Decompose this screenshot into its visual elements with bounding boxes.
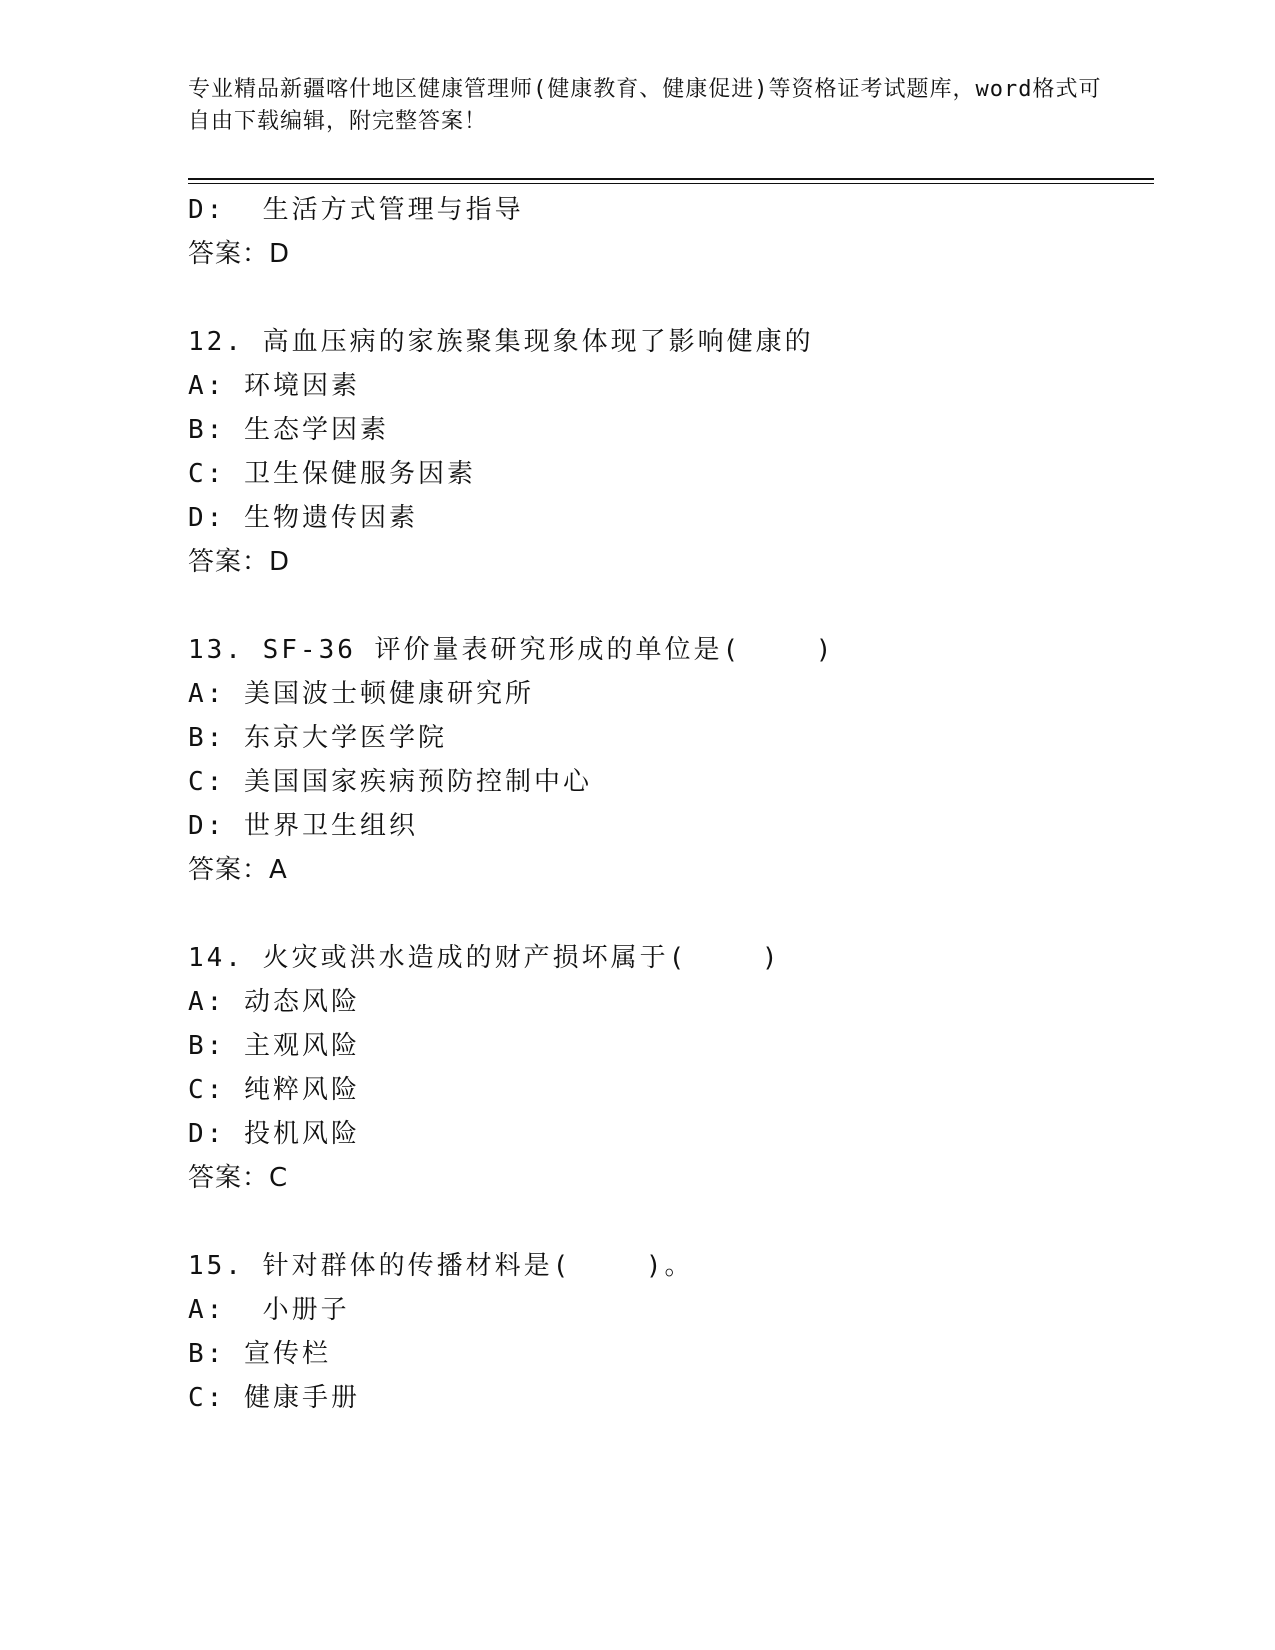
question-line: 15. 针对群体的传播材料是( )。: [188, 1251, 694, 1281]
header-divider-thick: [188, 178, 1154, 180]
question-line: 12. 高血压病的家族聚集现象体现了影响健康的: [188, 327, 814, 357]
answer-line: 答案：A: [188, 855, 288, 885]
option-line: C: 健康手册: [188, 1383, 360, 1413]
answer-line: 答案：D: [188, 239, 291, 269]
option-line: D: 世界卫生组织: [188, 811, 418, 841]
answer-line: 答案：D: [188, 547, 291, 577]
option-line: B: 宣传栏: [188, 1339, 331, 1369]
option-line: A: 小册子: [188, 1295, 350, 1325]
option-line: D: 生物遗传因素: [188, 503, 418, 533]
option-line: B: 主观风险: [188, 1031, 360, 1061]
option-line: A: 美国波士顿健康研究所: [188, 679, 534, 709]
option-line: A: 动态风险: [188, 987, 360, 1017]
answer-line: 答案：C: [188, 1163, 289, 1193]
option-line: B: 生态学因素: [188, 415, 389, 445]
option-line: D: 投机风险: [188, 1119, 360, 1149]
header-divider-thin: [188, 183, 1154, 184]
option-line: A: 环境因素: [188, 371, 360, 401]
question-line: 13. SF-36 评价量表研究形成的单位是( ): [188, 635, 835, 665]
option-line: D: 生活方式管理与指导: [188, 195, 524, 225]
option-line: C: 美国国家疾病预防控制中心: [188, 767, 592, 797]
question-line: 14. 火灾或洪水造成的财产损坏属于( ): [188, 943, 781, 973]
option-line: C: 纯粹风险: [188, 1075, 360, 1105]
option-line: B: 东京大学医学院: [188, 723, 447, 753]
option-line: C: 卫生保健服务因素: [188, 459, 476, 489]
document-header: 专业精品新疆喀什地区健康管理师(健康教育、健康促进)等资格证考试题库，word格式可自由下载编辑，附完整答案！: [188, 77, 1102, 134]
